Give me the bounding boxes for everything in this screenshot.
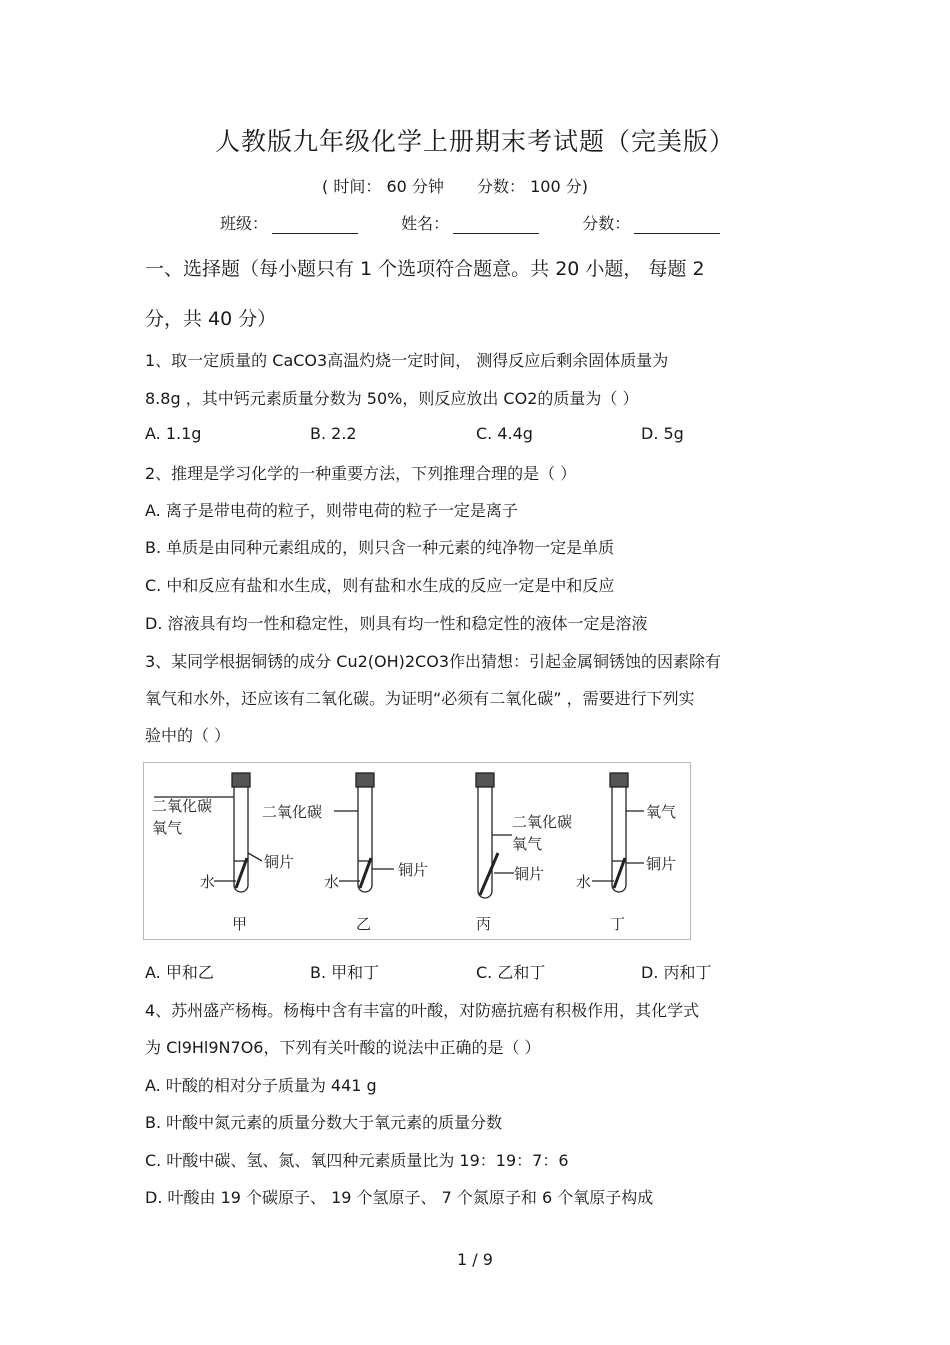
q1-option-c: C. 4.4g: [476, 424, 533, 443]
class-blank[interactable]: [272, 219, 358, 234]
time-info: ( 时间： 60 分钟: [322, 177, 444, 196]
q1-option-a: A. 1.1g: [145, 424, 202, 443]
bing-co2-label: 二氧化碳: [512, 813, 573, 831]
q1-text-line1: 1、取一定质量的 CaCO3高温灼烧一定时间， 测得反应后剩余固体质量为: [145, 351, 669, 370]
test-tube-figure: [143, 762, 691, 940]
jia-cu-label: 铜片: [264, 853, 295, 871]
class-label: 班级：: [220, 214, 269, 233]
name-blank[interactable]: [453, 219, 539, 234]
page-number: 1 / 9: [457, 1250, 493, 1269]
q3-option-c: C. 乙和丁: [476, 963, 546, 982]
q4-option-b: B. 叶酸中氮元素的质量分数大于氧元素的质量分数: [145, 1113, 503, 1132]
page-title: 人教版九年级化学上册期末考试题（完美版）: [214, 127, 735, 156]
score-field[interactable]: [582, 211, 720, 234]
tube-label-jia: 甲: [232, 915, 248, 933]
jia-co2-label: 二氧化碳: [152, 797, 213, 815]
q3-option-d: D. 丙和丁: [641, 963, 712, 982]
q2-option-a: A. 离子是带电荷的粒子，则带电荷的粒子一定是离子: [145, 501, 518, 520]
jia-water-label: 水: [200, 873, 216, 891]
q4-text-line1: 4、苏州盛产杨梅。杨梅中含有丰富的叶酸，对防癌抗癌有积极作用，其化学式: [145, 1001, 700, 1020]
tube-label-ding: 丁: [610, 915, 626, 933]
q1-text-line2: 8.8g ，其中钙元素质量分数为 50%，则反应放出 CO2的质量为（ ）: [145, 389, 639, 408]
student-fields: [220, 211, 758, 234]
tube-yi: [334, 773, 394, 892]
q3-text-line3: 验中的（ ）: [145, 726, 231, 745]
tube-ding: [592, 773, 644, 892]
q2-option-d: D. 溶液具有均一性和稳定性，则具有均一性和稳定性的液体一定是溶液: [145, 614, 648, 633]
yi-water-label: 水: [324, 873, 340, 891]
tube-label-bing: 丙: [476, 915, 492, 933]
test-tube-diagram: [144, 763, 690, 939]
bing-cu-label: 铜片: [514, 865, 545, 883]
yi-cu-label: 铜片: [398, 861, 429, 879]
yi-co2-label: 二氧化碳: [262, 803, 323, 821]
score-blank[interactable]: [634, 219, 720, 234]
q3-text-line2: 氧气和水外，还应该有二氧化碳。为证明“必须有二氧化碳” ，需要进行下列实: [145, 689, 695, 708]
name-field[interactable]: [401, 211, 539, 234]
ding-o2-label: 氧气: [646, 803, 677, 821]
ding-water-label: 水: [576, 873, 592, 891]
score-label: 分数：: [582, 214, 631, 233]
section-heading-line1: 一、选择题（每小题只有 1 个选项符合题意。共 20 小题， 每题 2: [145, 258, 705, 280]
q2-text: 2、推理是学习化学的一种重要方法，下列推理合理的是（ ）: [145, 464, 577, 483]
tube-label-yi: 乙: [356, 915, 372, 933]
q1-option-b: B. 2.2: [310, 424, 357, 443]
name-label: 姓名：: [401, 214, 450, 233]
class-field[interactable]: [220, 211, 358, 234]
q1-option-d: D. 5g: [641, 424, 684, 443]
exam-info: [0, 174, 910, 197]
bing-o2-label: 氧气: [512, 835, 543, 853]
q3-option-a: A. 甲和乙: [145, 963, 214, 982]
q4-option-d: D. 叶酸由 19 个碳原子、 19 个氢原子、 7 个氮原子和 6 个氧原子构成: [145, 1188, 654, 1207]
jia-o2-label: 氧气: [152, 819, 183, 837]
q4-option-c: C. 叶酸中碳、氢、氮、氧四种元素质量比为 19：19：7：6: [145, 1151, 569, 1170]
q4-text-line2: 为 Cl9Hl9N7O6，下列有关叶酸的说法中正确的是（ ）: [145, 1038, 541, 1057]
section-heading-line2: 分，共 40 分）: [145, 308, 277, 330]
ding-cu-label: 铜片: [646, 855, 677, 873]
q3-text-line1: 3、某同学根据铜锈的成分 Cu2(OH)2CO3作出猜想：引起金属铜锈蚀的因素除有: [145, 652, 721, 671]
q2-option-b: B. 单质是由同种元素组成的，则只含一种元素的纯净物一定是单质: [145, 538, 615, 557]
score-info: 分数： 100 分): [477, 177, 588, 196]
q4-option-a: A. 叶酸的相对分子质量为 441 g: [145, 1076, 377, 1095]
q2-option-c: C. 中和反应有盐和水生成，则有盐和水生成的反应一定是中和反应: [145, 576, 615, 595]
q3-option-b: B. 甲和丁: [310, 963, 380, 982]
tube-bing: [476, 773, 514, 898]
